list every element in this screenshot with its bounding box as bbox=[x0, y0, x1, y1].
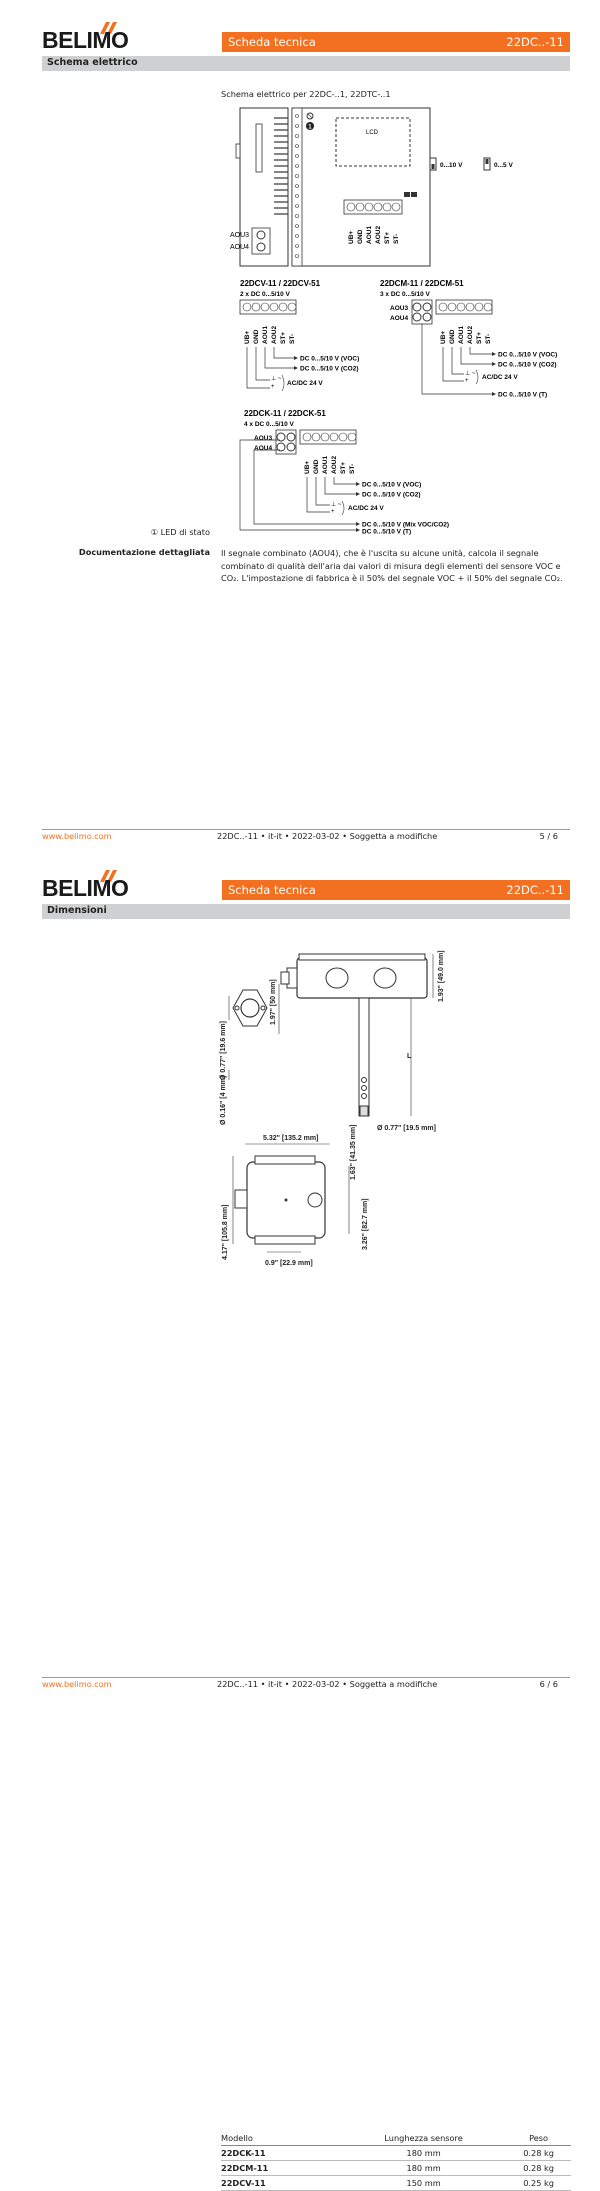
header-bar bbox=[222, 32, 570, 52]
cell-weight: 0.28 kg bbox=[506, 2161, 571, 2176]
footer-divider bbox=[42, 829, 570, 830]
svg-text:AOU1: AOU1 bbox=[262, 325, 269, 344]
dck-out-co2: DC 0...5/10 V (CO2) bbox=[362, 491, 421, 499]
dim-probe-length: L bbox=[407, 1053, 412, 1060]
svg-text:ST-: ST- bbox=[485, 333, 492, 344]
svg-text:ST+: ST+ bbox=[384, 231, 391, 244]
lcd-label: LCD bbox=[366, 130, 379, 136]
dim-flange-dia: Ø 0.77" [19.6 mm] bbox=[220, 1021, 227, 1080]
dcv-title: 22DCV-11 / 22DCV-51 bbox=[240, 279, 321, 288]
dcm-subtitle: 3 x DC 0...5/10 V bbox=[380, 291, 430, 298]
dcv-out-supply: AC/DC 24 V bbox=[287, 380, 323, 387]
jumper-0-5-label: 0...5 V bbox=[494, 162, 513, 169]
dck-wires bbox=[240, 440, 356, 530]
dim-hole-dia: Ø 0.16" [4 mm] bbox=[220, 1075, 227, 1125]
logo-text: BELIMO bbox=[42, 875, 129, 901]
wiring-diagram bbox=[230, 104, 570, 544]
svg-text:UB+: UB+ bbox=[348, 230, 355, 244]
diagram-caption: Schema elettrico per 22DC-..1, 22DTC-..1 bbox=[221, 89, 391, 99]
svg-text:+: + bbox=[331, 509, 335, 515]
dck-out-voc: DC 0...5/10 V (VOC) bbox=[362, 481, 422, 489]
svg-text:ST-: ST- bbox=[349, 463, 356, 474]
svg-text:AOU2: AOU2 bbox=[271, 325, 278, 344]
header-code: 22DC..-11 bbox=[506, 35, 564, 49]
svg-text:ST+: ST+ bbox=[340, 461, 347, 474]
header-code: 22DC..-11 bbox=[506, 883, 564, 897]
rail-holes bbox=[296, 115, 299, 258]
col-model: Modello bbox=[221, 2131, 341, 2146]
dcm-out-supply: AC/DC 24 V bbox=[482, 374, 518, 381]
dck-aou3-label: AOU3 bbox=[254, 435, 273, 442]
jumper-block bbox=[404, 192, 410, 197]
col-length: Lunghezza sensore bbox=[341, 2131, 506, 2146]
dim-probe-dia: Ø 0.77" [19.5 mm] bbox=[377, 1125, 436, 1132]
page-number: 6 / 6 bbox=[539, 1679, 558, 1689]
page-6 bbox=[0, 848, 600, 2188]
svg-text:AOU2: AOU2 bbox=[375, 225, 382, 244]
lcd-area bbox=[336, 118, 410, 166]
section-bar bbox=[42, 904, 570, 919]
housing-side bbox=[297, 958, 427, 998]
section-bar bbox=[42, 56, 570, 71]
led-note: ① LED di stato bbox=[150, 527, 210, 537]
belimo-logo bbox=[42, 22, 129, 54]
svg-text:ST+: ST+ bbox=[280, 331, 287, 344]
svg-text:AOU2: AOU2 bbox=[331, 455, 338, 474]
aou3-screw bbox=[257, 231, 265, 239]
table-row bbox=[221, 2176, 571, 2191]
header-title: Scheda tecnica bbox=[228, 35, 316, 49]
section-title: Schema elettrico bbox=[47, 57, 138, 68]
jumper-0-10-label: 0...10 V bbox=[440, 162, 463, 169]
svg-text:AOU2: AOU2 bbox=[467, 325, 474, 344]
dck-aou4-label: AOU4 bbox=[254, 445, 273, 452]
dck-out-mix: DC 0...5/10 V (Mix VOC/CO2) bbox=[362, 521, 450, 529]
svg-text:AOU1: AOU1 bbox=[458, 325, 465, 344]
dcv-out-voc: DC 0...5/10 V (VOC) bbox=[300, 355, 360, 363]
doc-text: Il segnale combinato (AOU4), che è l'uscita su alcune unità, calcola il segnale combinato di qualità dell'aria dai valori di misura degli elementi del sensore VOC e CO₂. L'impostazione di fabbrica è il 50% del segnale VOC + il 50% del segnale CO₂. bbox=[221, 548, 563, 583]
dcm-out-temp: DC 0...5/10 V (T) bbox=[498, 391, 548, 399]
svg-text:UB+: UB+ bbox=[304, 460, 311, 474]
pcb-header bbox=[256, 124, 262, 172]
page-5 bbox=[0, 0, 600, 848]
footer-divider bbox=[42, 1677, 570, 1678]
cell-length: 180 mm bbox=[341, 2161, 506, 2176]
col-weight: Peso bbox=[506, 2131, 571, 2146]
dcv-subtitle: 2 x DC 0...5/10 V bbox=[240, 291, 290, 298]
dim-housing-height: 4.17" [105.8 mm] bbox=[222, 1204, 229, 1260]
dcm-title: 22DCM-11 / 22DCM-51 bbox=[380, 279, 464, 288]
dcm-aou3-label: AOU3 bbox=[390, 305, 409, 312]
dck-out-supply: AC/DC 24 V bbox=[348, 505, 384, 512]
svg-text:⊥ ~: ⊥ ~ bbox=[465, 371, 476, 377]
belimo-logo bbox=[42, 870, 129, 902]
aou4-label: AOU4 bbox=[230, 244, 250, 251]
pcb-tab bbox=[236, 144, 240, 158]
dim-gland-offset: 0.9" [22.9 mm] bbox=[265, 1260, 313, 1267]
table-row bbox=[221, 2161, 571, 2176]
svg-text:AOU1: AOU1 bbox=[322, 455, 329, 474]
cell-weight: 0.28 kg bbox=[506, 2146, 571, 2161]
cell-length: 150 mm bbox=[341, 2176, 506, 2191]
page-number: 5 / 6 bbox=[539, 831, 558, 841]
table-header-row bbox=[221, 2131, 571, 2146]
dcv-out-co2: DC 0...5/10 V (CO2) bbox=[300, 365, 359, 373]
cell-model: 22DCM-11 bbox=[221, 2161, 341, 2176]
dim-housing-width: 5.32" [135.2 mm] bbox=[263, 1135, 319, 1142]
svg-text:ST+: ST+ bbox=[476, 331, 483, 344]
section-title: Dimensioni bbox=[47, 905, 107, 916]
header-title: Scheda tecnica bbox=[228, 883, 316, 897]
svg-text:UB+: UB+ bbox=[440, 330, 447, 344]
aou4-screw bbox=[257, 243, 265, 251]
dim-housing-depth: 1.93" [49.0 mm] bbox=[438, 950, 445, 1002]
dimension-drawing bbox=[215, 930, 505, 1280]
dim-inner-height: 3.26" [82.7 mm] bbox=[362, 1198, 369, 1250]
svg-text:+: + bbox=[271, 384, 275, 390]
footer-info: 22DC..-11 • it-it • 2022-03-02 • Soggetta a modifiche bbox=[217, 831, 438, 841]
dim-probe-offset: 1.63" [41.35 mm] bbox=[350, 1124, 357, 1180]
svg-text:GND: GND bbox=[449, 329, 456, 344]
svg-text:AOU1: AOU1 bbox=[366, 225, 373, 244]
dck-title: 22DCK-11 / 22DCK-51 bbox=[244, 409, 326, 418]
cell-weight: 0.25 kg bbox=[506, 2176, 571, 2191]
dcm-out-voc: DC 0...5/10 V (VOC) bbox=[498, 351, 558, 359]
aou3-label: AOU3 bbox=[230, 232, 250, 239]
svg-text:ST-: ST- bbox=[393, 233, 400, 244]
footer-link[interactable]: www.belimo.com bbox=[42, 831, 112, 841]
table-row bbox=[221, 2146, 571, 2161]
logo-text: BELIMO bbox=[42, 27, 129, 53]
svg-text:GND: GND bbox=[313, 459, 320, 474]
dck-out-temp: DC 0...5/10 V (T) bbox=[362, 528, 412, 536]
dck-subtitle: 4 x DC 0...5/10 V bbox=[244, 421, 294, 428]
svg-text:⊥ ~: ⊥ ~ bbox=[271, 376, 282, 382]
svg-text:+: + bbox=[465, 378, 469, 384]
dim-flange-height: 1.97" [50 mm] bbox=[270, 979, 277, 1025]
svg-text:UB+: UB+ bbox=[244, 330, 251, 344]
footer-info: 22DC..-11 • it-it • 2022-03-02 • Soggetta a modifiche bbox=[217, 1679, 438, 1689]
svg-text:⊥ ~: ⊥ ~ bbox=[331, 502, 342, 508]
cell-length: 180 mm bbox=[341, 2146, 506, 2161]
svg-text:1: 1 bbox=[308, 124, 312, 131]
model-table bbox=[221, 2131, 571, 2191]
dcm-aou4-label: AOU4 bbox=[390, 315, 409, 322]
cell-model: 22DCK-11 bbox=[221, 2146, 341, 2161]
doc-label: Documentazione dettagliata bbox=[78, 547, 210, 557]
cell-model: 22DCV-11 bbox=[221, 2176, 341, 2191]
header-bar bbox=[222, 880, 570, 900]
dcm-out-co2: DC 0...5/10 V (CO2) bbox=[498, 361, 557, 369]
svg-text:GND: GND bbox=[357, 229, 364, 244]
svg-text:GND: GND bbox=[253, 329, 260, 344]
footer-link[interactable]: www.belimo.com bbox=[42, 1679, 112, 1689]
svg-text:ST-: ST- bbox=[289, 333, 296, 344]
